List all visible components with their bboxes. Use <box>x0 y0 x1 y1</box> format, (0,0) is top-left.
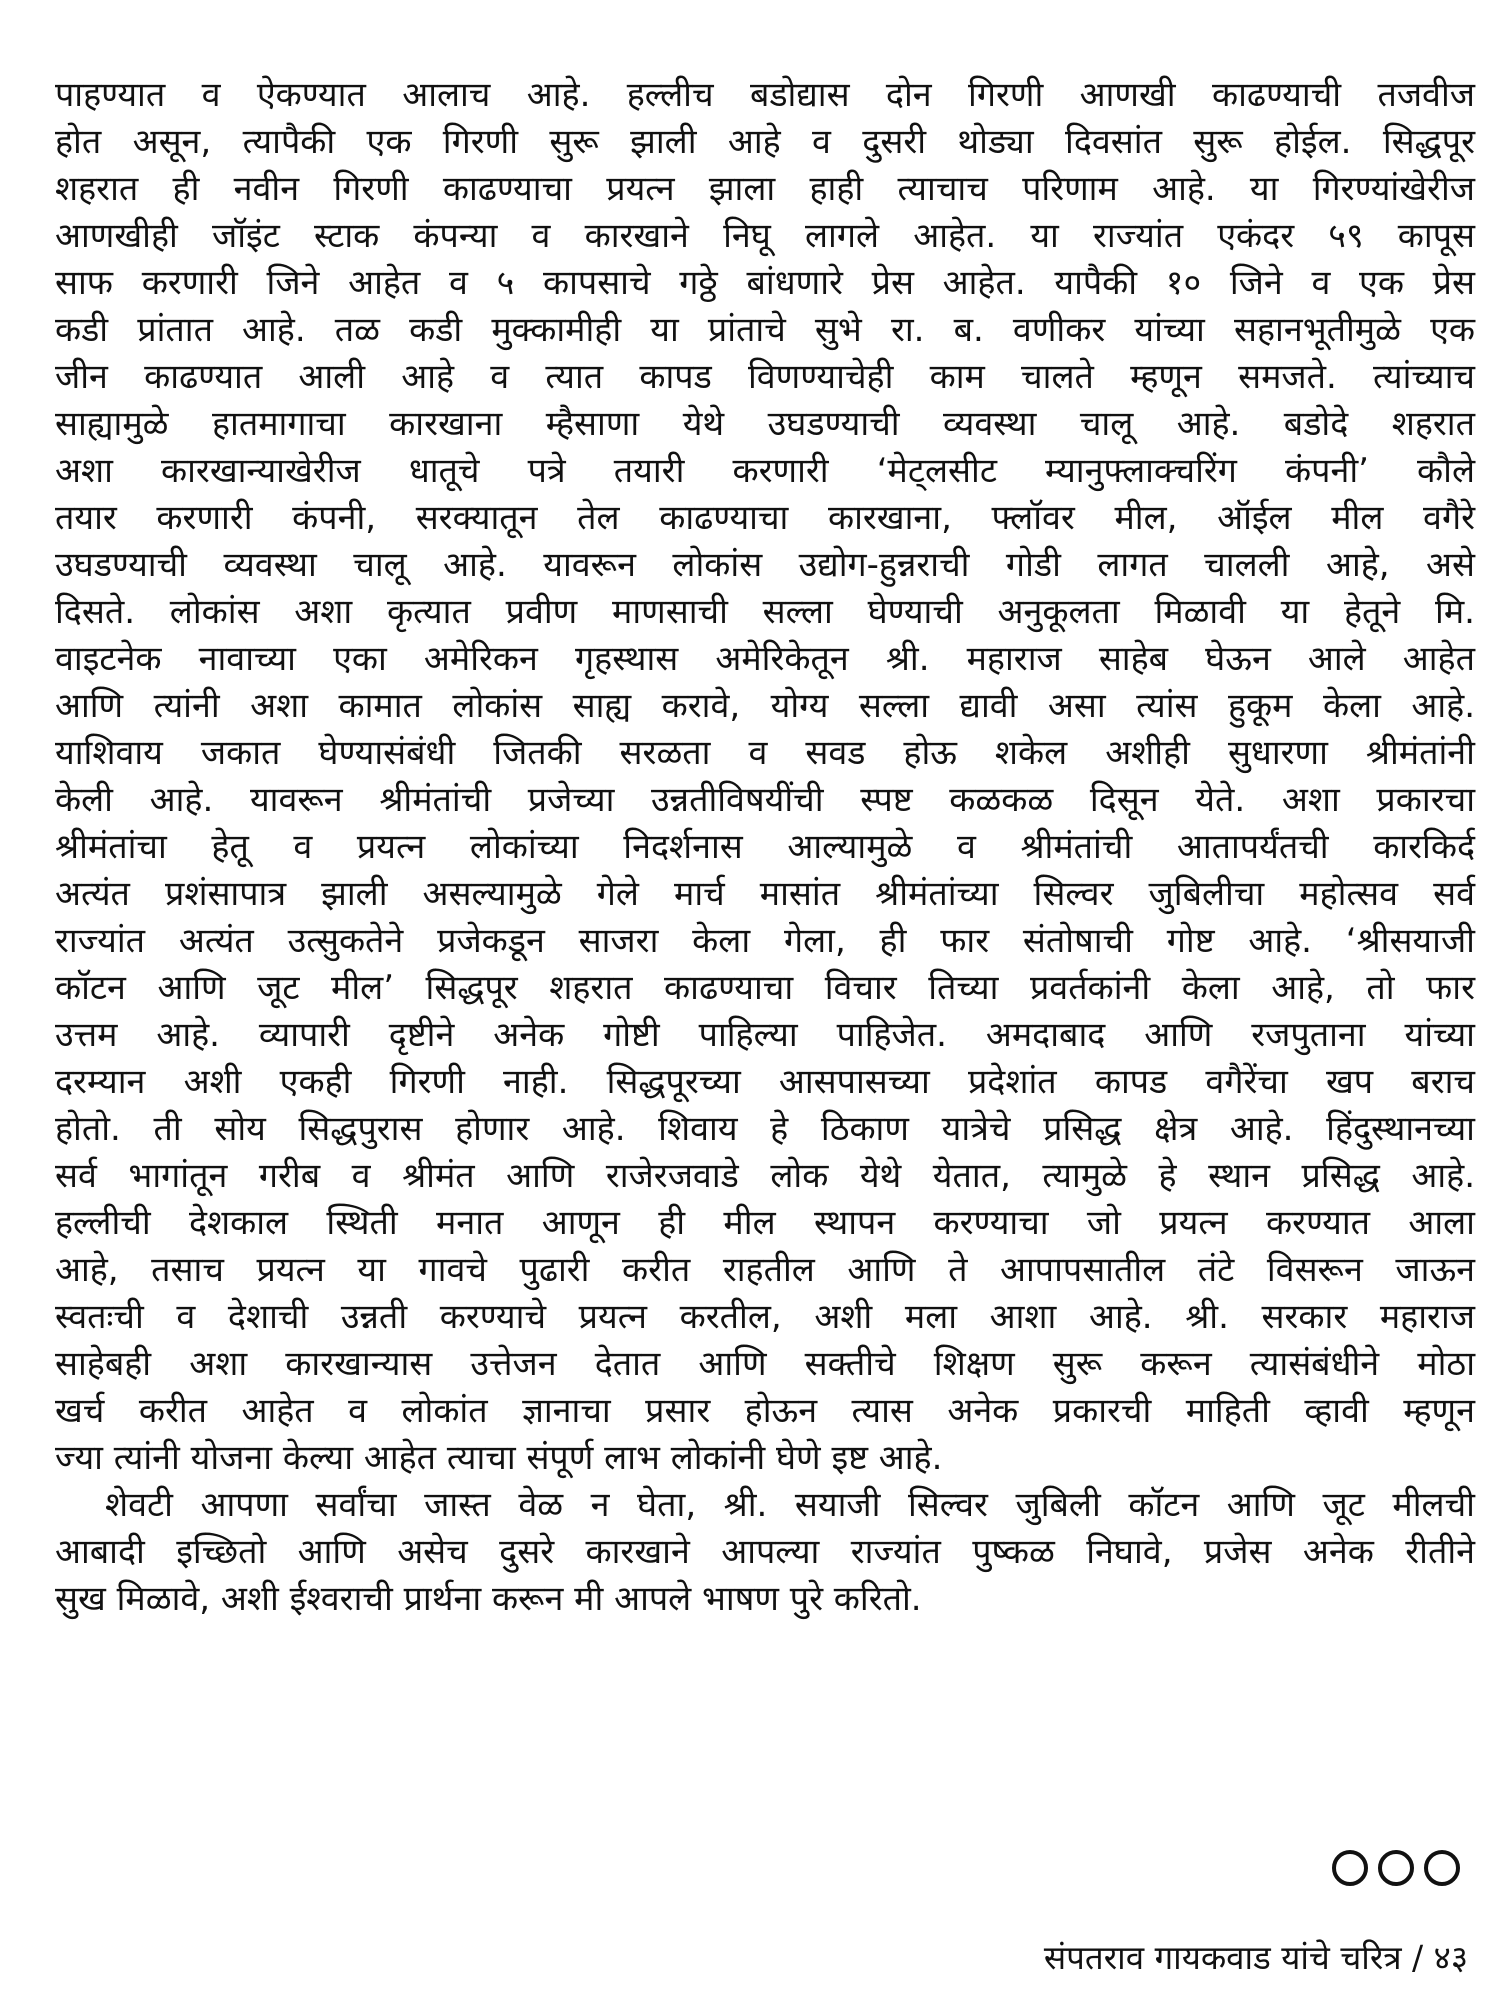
text-line: साहेबही अशा कारखान्यास उत्तेजन देतात आणि सक्तीचे शिक्षण सुरू करून त्यासंबंधीने मोठा <box>55 1344 1475 1384</box>
text-line: आबादी इच्छितो आणि असेच दुसरे कारखाने आपल्या राज्यांत पुष्कळ निघावे, प्रजेस अनेक रीतीने <box>55 1532 1475 1572</box>
text-line: अशा कारखान्याखेरीज धातूचे पत्रे तयारी करणारी ‘मेट्लसीट म्यानुफ्लाक्चरिंग कंपनी’ कौले <box>55 451 1475 491</box>
text-line: साह्यामुळे हातमागाचा कारखाना म्हैसाणा येथे उघडण्याची व्यवस्था चालू आहे. बडोदे शहरात <box>55 404 1475 444</box>
text-line: उत्तम आहे. व्यापारी दृष्टीने अनेक गोष्टी पाहिल्या पाहिजेत. अमदाबाद आणि रजपुताना यांच्या <box>55 1015 1475 1055</box>
text-line: कॉटन आणि जूट मील’ सिद्धपूर शहरात काढण्याचा विचार तिच्या प्रवर्तकांनी केला आहे, तो फार <box>55 968 1475 1008</box>
text-line: केली आहे. यावरून श्रीमंतांची प्रजेच्या उन्नतीविषयींची स्पष्ट कळकळ दिसून येते. अशा प्रकारचा <box>55 780 1475 820</box>
text-line: आणि त्यांनी अशा कामात लोकांस साह्य करावे, योग्य सल्ला द्यावी असा त्यांस हुकूम केला आहे. <box>55 686 1475 726</box>
text-line: सुख मिळावे, अशी ईश्वराची प्रार्थना करून मी आपले भाषण पुरे करितो. <box>55 1579 922 1619</box>
ornament-circle <box>1380 1852 1412 1884</box>
text-line: वाइटनेक नावाच्या एका अमेरिकन गृहस्थास अमेरिकेतून श्री. महाराज साहेब घेऊन आले आहेत <box>55 639 1475 679</box>
text-line: शहरात ही नवीन गिरणी काढण्याचा प्रयत्न झाला हाही त्याचाच परिणाम आहे. या गिरण्यांखेरीज <box>55 169 1475 209</box>
paragraph-1 <box>55 72 1475 1482</box>
text-line: याशिवाय जकात घेण्यासंबंधी जितकी सरळता व सवड होऊ शकेल अशीही सुधारणा श्रीमंतांनी <box>55 733 1475 773</box>
text-line: तयार करणारी कंपनी, सरक्यातून तेल काढण्याचा कारखाना, फ्लॉवर मील, ऑईल मील वगैरे <box>55 498 1475 538</box>
text-line: हल्लीची देशकाल स्थिती मनात आणून ही मील स्थापन करण्याचा जो प्रयत्न करण्यात आला <box>55 1203 1475 1243</box>
text-line: श्रीमंतांचा हेतू व प्रयत्न लोकांच्या निदर्शनास आल्यामुळे व श्रीमंतांची आतापर्यंतची कारकिर्द <box>55 827 1475 867</box>
text-line: शेवटी आपणा सर्वांचा जास्त वेळ न घेता, श्री. सयाजी सिल्वर जुबिली कॉटन आणि जूट मीलची <box>105 1485 1475 1525</box>
body-text <box>55 72 1475 1623</box>
text-line: पाहण्यात व ऐकण्यात आलाच आहे. हल्लीच बडोद्यास दोन गिरणी आणखी काढण्याची तजवीज <box>55 75 1475 115</box>
text-line: आहे, तसाच प्रयत्न या गावचे पुढारी करीत राहतील आणि ते आपापसातील तंटे विसरून जाऊन <box>55 1250 1475 1290</box>
text-line: सर्व भागांतून गरीब व श्रीमंत आणि राजेरजवाडे लोक येथे येतात, त्यामुळे हे स्थान प्रसिद्ध आहे. <box>55 1156 1475 1196</box>
text-line: साफ करणारी जिने आहेत व ५ कापसाचे गठ्ठे बांधणारे प्रेस आहेत. यापैकी १० जिने व एक प्रेस <box>55 263 1475 303</box>
text-line: दिसते. लोकांस अशा कृत्यात प्रवीण माणसाची सल्ला घेण्याची अनुकूलता मिळावी या हेतूने मि. <box>55 592 1475 632</box>
text-line: स्वतःची व देशाची उन्नती करण्याचे प्रयत्न करतील, अशी मला आशा आहे. श्री. सरकार महाराज <box>55 1297 1475 1337</box>
ornament-circle <box>1426 1852 1458 1884</box>
text-line: कडी प्रांतात आहे. तळ कडी मुक्कामीही या प्रांताचे सुभे रा. ब. वणीकर यांच्या सहानभूतीमुळे एक <box>55 310 1475 350</box>
text-line: अत्यंत प्रशंसापात्र झाली असल्यामुळे गेले मार्च मासांत श्रीमंतांच्या सिल्वर जुबिलीचा महोत्सव सर्व <box>55 874 1475 914</box>
text-line: होतो. ती सोय सिद्धपुरास होणार आहे. शिवाय हे ठिकाण यात्रेचे प्रसिद्ध क्षेत्र आहे. हिंदुस्थानच्या <box>55 1109 1475 1149</box>
text-line: उघडण्याची व्यवस्था चालू आहे. यावरून लोकांस उद्योग-हुन्नराची गोडी लागत चालली आहे, असे <box>55 545 1475 585</box>
text-line: दरम्यान अशी एकही गिरणी नाही. सिद्धपूरच्या आसपासच्या प्रदेशांत कापड वगैरेंचा खप बराच <box>55 1062 1475 1102</box>
page-footer: संपतराव गायकवाड यांचे चरित्र / ४३ <box>1043 1938 1468 1977</box>
text-line: राज्यांत अत्यंत उत्सुकतेने प्रजेकडून साजरा केला गेला, ही फार संतोषाची गोष्ट आहे. ‘श्रीसयाजी <box>55 921 1475 961</box>
text-line: होत असून, त्यापैकी एक गिरणी सुरू झाली आहे व दुसरी थोड्या दिवसांत सुरू होईल. सिद्धपूर <box>55 122 1475 162</box>
text-line: खर्च करीत आहेत व लोकांत ज्ञानाचा प्रसार होऊन त्यास अनेक प्रकारची माहिती व्हावी म्हणून <box>55 1391 1475 1431</box>
paragraph-2 <box>55 1482 1475 1623</box>
text-line: ज्या त्यांनी योजना केल्या आहेत त्याचा संपूर्ण लाभ लोकांनी घेणे इष्ट आहे. <box>55 1438 943 1478</box>
text-line: जीन काढण्यात आली आहे व त्यात कापड विणण्याचेही काम चालते म्हणून समजते. त्यांच्याच <box>55 357 1475 397</box>
text-line: आणखीही जॉइंट स्टाक कंपन्या व कारखाने निघू लागले आहेत. या राज्यांत एकंदर ५९ कापूस <box>55 216 1475 256</box>
ornament-circle <box>1334 1852 1366 1884</box>
end-ornament-icon <box>1328 1848 1468 1888</box>
